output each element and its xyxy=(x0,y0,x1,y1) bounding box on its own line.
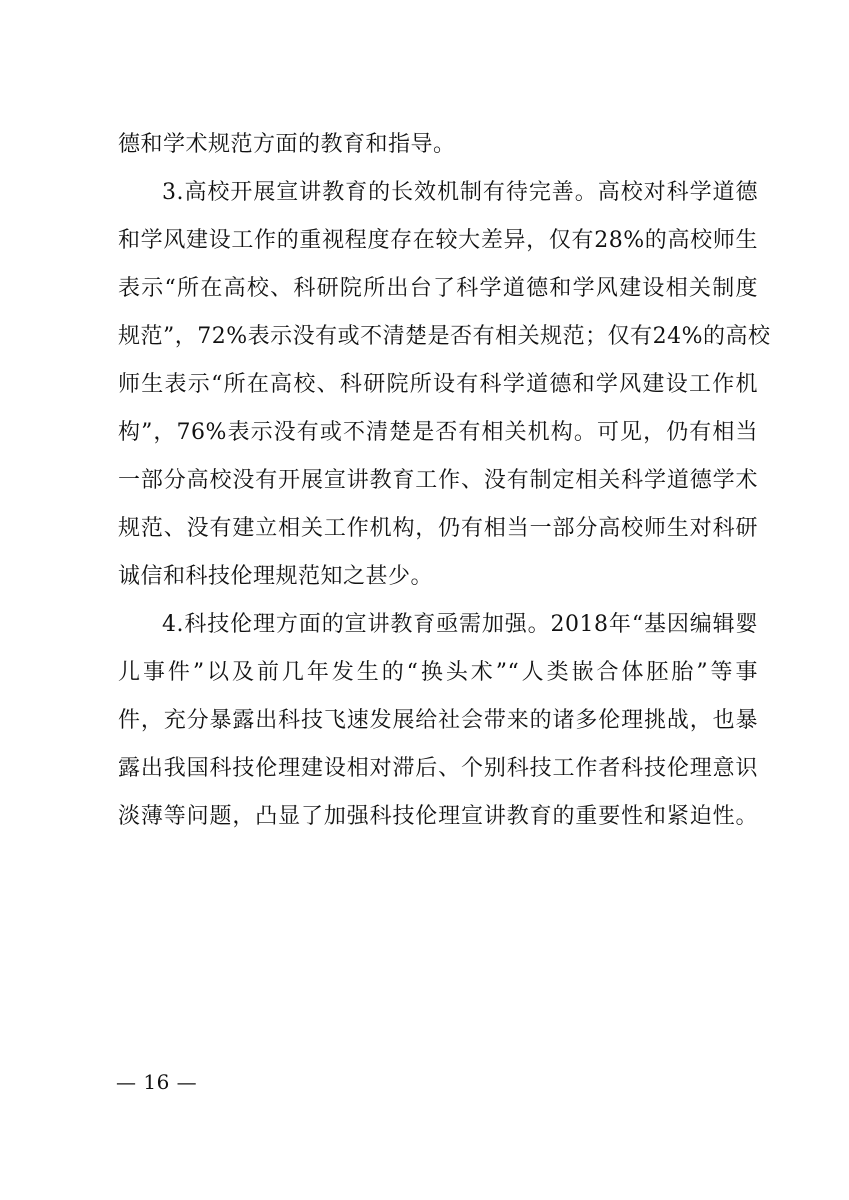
body-text xyxy=(118,121,771,841)
page-number: — 16 — xyxy=(116,1070,198,1094)
paragraph-3-heading-line: 3.高校开展宣讲教育的长效机制有待完善。高校对科学道德 xyxy=(162,180,758,205)
text-line: 儿事件”以及前几年发生的“换头术”“人类嵌合体胚胎”等事 xyxy=(118,660,758,685)
text-line: 淡薄等问题，凸显了加强科技伦理宣讲教育的重要性和紧迫性。 xyxy=(118,804,758,829)
text-line: 师生表示“所在高校、科研院所设有科学道德和学风建设工作机 xyxy=(118,372,758,397)
text-line: 构”，76%表示没有或不清楚是否有相关机构。可见，仍有相当 xyxy=(118,420,758,445)
text-line: 表示“所在高校、科研院所出台了科学道德和学风建设相关制度 xyxy=(118,276,758,301)
text-line: 一部分高校没有开展宣讲教育工作、没有制定相关科学道德学术 xyxy=(118,468,758,493)
text-line: 规范”，72%表示没有或不清楚是否有相关规范；仅有24%的高校 xyxy=(118,324,771,349)
text-line: 规范、没有建立相关工作机构，仍有相当一部分高校师生对科研 xyxy=(118,516,758,541)
text-line: 和学风建设工作的重视程度存在较大差异，仅有28%的高校师生 xyxy=(118,228,758,253)
text-line: 露出我国科技伦理建设相对滞后、个别科技工作者科技伦理意识 xyxy=(118,756,758,781)
text-line: 德和学术规范方面的教育和指导。 xyxy=(118,132,456,157)
text-line: 件，充分暴露出科技飞速发展给社会带来的诸多伦理挑战，也暴 xyxy=(118,708,758,733)
paragraph-4-heading-line: 4.科技伦理方面的宣讲教育亟需加强。2018年“基因编辑婴 xyxy=(162,612,758,637)
text-line: 诚信和科技伦理规范知之甚少。 xyxy=(118,564,434,589)
